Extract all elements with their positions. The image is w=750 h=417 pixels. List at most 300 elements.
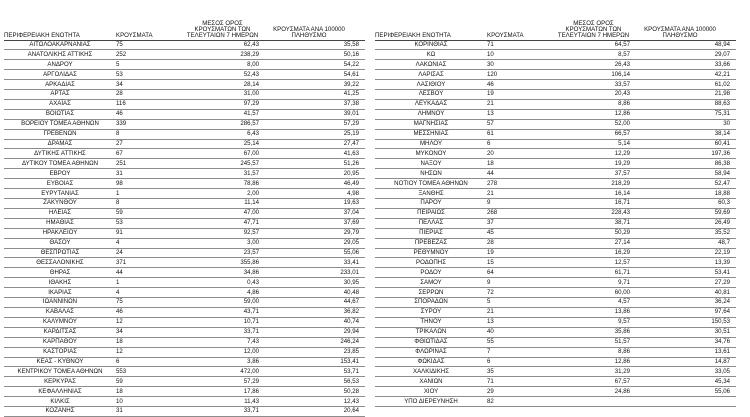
cases-cell: 71 xyxy=(487,40,557,50)
table-row xyxy=(4,347,365,357)
per100k-cell: 46,49 xyxy=(259,179,365,189)
table-row xyxy=(375,119,736,129)
per100k-cell: 150,53 xyxy=(630,317,736,327)
region-name-cell: ΚΑΣΤΟΡΙΑΣ xyxy=(4,347,116,357)
per100k-cell: 19,63 xyxy=(259,199,365,209)
region-name-cell: ΚΑΡΠΑΘΟΥ xyxy=(4,337,116,347)
cases-cell: 64 xyxy=(487,268,557,278)
table-row xyxy=(4,99,365,109)
avg7-cell: 31,29 xyxy=(557,367,630,377)
table-row xyxy=(375,317,736,327)
table-row xyxy=(4,238,365,248)
per100k-cell: 33,05 xyxy=(630,367,736,377)
cases-cell: 116 xyxy=(116,99,186,109)
table-row xyxy=(375,218,736,228)
table-row xyxy=(375,307,736,317)
table-row xyxy=(375,347,736,357)
region-name-cell: ΠΕΛΛΑΣ xyxy=(375,218,487,228)
avg7-cell: 10,71 xyxy=(186,317,259,327)
per100k-cell: 27,29 xyxy=(630,278,736,288)
cases-cell: 82 xyxy=(487,397,557,407)
avg7-cell: 33,57 xyxy=(557,80,630,90)
region-name-cell: ΕΥΡΥΤΑΝΙΑΣ xyxy=(4,189,116,199)
per100k-cell: 45,34 xyxy=(630,377,736,387)
per100k-cell: 30,95 xyxy=(259,278,365,288)
cases-cell: 6 xyxy=(487,357,557,367)
avg7-cell: 13,86 xyxy=(557,307,630,317)
table-row xyxy=(375,298,736,308)
cases-cell: 31 xyxy=(116,407,186,417)
per100k-cell: 26,49 xyxy=(630,218,736,228)
region-name-cell: ΔΥΤΙΚΗΣ ΑΤΤΙΚΗΣ xyxy=(4,149,116,159)
cases-cell: 13 xyxy=(487,317,557,327)
cases-cell: 9 xyxy=(487,199,557,209)
cases-cell: 44 xyxy=(487,169,557,179)
region-name-cell: ΠΡΕΒΕΖΑΣ xyxy=(375,238,487,248)
table-row xyxy=(4,317,365,327)
avg7-cell: 472,00 xyxy=(186,367,259,377)
region-name-cell: ΠΑΡΟΥ xyxy=(375,199,487,209)
table-row xyxy=(4,228,365,238)
avg7-cell: 9,57 xyxy=(557,317,630,327)
table-row xyxy=(4,258,365,268)
avg7-cell: 33,71 xyxy=(186,327,259,337)
cases-cell: 21 xyxy=(487,99,557,109)
table-row xyxy=(4,327,365,337)
table-row xyxy=(4,367,365,377)
cases-cell: 7 xyxy=(487,347,557,357)
region-name-cell: ΛΕΣΒΟΥ xyxy=(375,90,487,100)
table-row xyxy=(4,139,365,149)
table-row xyxy=(4,307,365,317)
region-name-cell: ΛΑΚΩΝΙΑΣ xyxy=(375,60,487,70)
table-row xyxy=(375,99,736,109)
region-name-cell: ΣΥΡΟΥ xyxy=(375,307,487,317)
per100k-cell: 25,19 xyxy=(259,129,365,139)
avg7-cell: 8,86 xyxy=(557,347,630,357)
per100k-cell: 36,82 xyxy=(259,307,365,317)
table-row xyxy=(4,40,365,50)
region-name-cell: ΚΑΒΑΛΑΣ xyxy=(4,307,116,317)
per100k-cell: 13,39 xyxy=(630,258,736,268)
cases-cell: 6 xyxy=(487,139,557,149)
avg7-cell: 35,86 xyxy=(557,327,630,337)
per100k-cell: 30 xyxy=(630,119,736,129)
region-name-cell: ΑΡΤΑΣ xyxy=(4,90,116,100)
avg7-cell: 26,43 xyxy=(557,60,630,70)
avg7-cell: 3,00 xyxy=(186,238,259,248)
table-row xyxy=(4,208,365,218)
avg7-cell: 52,43 xyxy=(186,70,259,80)
table-row xyxy=(375,377,736,387)
table-row xyxy=(4,248,365,258)
region-name-cell: ΝΗΣΩΝ xyxy=(375,169,487,179)
avg7-cell: 8,86 xyxy=(557,99,630,109)
region-name-cell: ΦΛΩΡΙΝΑΣ xyxy=(375,347,487,357)
per100k-cell xyxy=(630,397,736,407)
cases-cell: 40 xyxy=(487,327,557,337)
per100k-cell: 29,94 xyxy=(259,327,365,337)
per100k-cell: 39,01 xyxy=(259,109,365,119)
table-row xyxy=(4,109,365,119)
avg7-cell: 12,57 xyxy=(557,258,630,268)
region-name-cell: ΧΑΝΙΩΝ xyxy=(375,377,487,387)
cases-cell: 251 xyxy=(116,159,186,169)
region-name-cell: ΛΕΥΚΑΔΑΣ xyxy=(375,99,487,109)
table-row xyxy=(375,288,736,298)
per100k-cell: 75,31 xyxy=(630,109,736,119)
header-per100k: ΚΡΟΥΣΜΑΤΑ ΑΝΑ 100000 ΠΛΗΘΥΣΜΟ xyxy=(259,10,365,40)
cases-cell: 18 xyxy=(487,159,557,169)
region-name-cell: ΗΜΑΘΙΑΣ xyxy=(4,218,116,228)
per100k-cell: 59,69 xyxy=(630,208,736,218)
right-header-row xyxy=(375,10,736,40)
region-name-cell: ΚΕΡΚΥΡΑΣ xyxy=(4,377,116,387)
cases-cell: 61 xyxy=(487,129,557,139)
per100k-cell: 50,16 xyxy=(259,50,365,60)
cases-cell: 8 xyxy=(116,199,186,209)
table-row xyxy=(375,70,736,80)
avg7-cell: 23,57 xyxy=(186,248,259,258)
table-row xyxy=(4,218,365,228)
cases-cell: 53 xyxy=(116,70,186,80)
per100k-cell: 18,88 xyxy=(630,189,736,199)
cases-cell: 19 xyxy=(487,90,557,100)
avg7-cell: 355,86 xyxy=(186,258,259,268)
region-name-cell: ΜΥΚΟΝΟΥ xyxy=(375,149,487,159)
table-row xyxy=(375,169,736,179)
avg7-cell: 11,43 xyxy=(186,397,259,407)
region-name-cell: ΠΕΙΡΑΙΩΣ xyxy=(375,208,487,218)
region-name-cell: ΚΙΛΚΙΣ xyxy=(4,397,116,407)
avg7-cell: 47,71 xyxy=(186,218,259,228)
table-row xyxy=(375,268,736,278)
cases-cell: 34 xyxy=(116,80,186,90)
avg7-cell: 16,14 xyxy=(557,189,630,199)
cases-cell: 553 xyxy=(116,367,186,377)
cases-cell: 5 xyxy=(487,298,557,308)
avg7-cell: 37,57 xyxy=(557,169,630,179)
avg7-cell: 62,43 xyxy=(186,40,259,50)
region-name-cell: ΧΙΟΥ xyxy=(375,387,487,397)
per100k-cell: 37,69 xyxy=(259,218,365,228)
per100k-cell: 61,02 xyxy=(630,80,736,90)
cases-cell: 24 xyxy=(116,248,186,258)
cases-cell: 18 xyxy=(116,387,186,397)
cases-cell: 45 xyxy=(487,228,557,238)
header-cases: ΚΡΟΥΣΜΑΤΑ xyxy=(116,10,186,40)
avg7-cell: 228,43 xyxy=(557,208,630,218)
table-row xyxy=(4,397,365,407)
left-header-row xyxy=(4,10,365,40)
region-name-cell: ΜΑΓΝΗΣΙΑΣ xyxy=(375,119,487,129)
region-name-cell: ΑΙΤΩΛΟΑΚΑΡΝΑΝΙΑΣ xyxy=(4,40,116,50)
right-table-body xyxy=(375,40,736,407)
table-row xyxy=(4,90,365,100)
per100k-cell: 42,21 xyxy=(630,70,736,80)
avg7-cell: 33,71 xyxy=(186,407,259,417)
cases-cell: 19 xyxy=(487,248,557,258)
per100k-cell: 58,94 xyxy=(630,169,736,179)
avg7-cell: 97,29 xyxy=(186,99,259,109)
region-name-cell: ΑΡΓΟΛΙΔΑΣ xyxy=(4,70,116,80)
per100k-cell: 233,01 xyxy=(259,268,365,278)
region-name-cell: ΙΩΑΝΝΙΝΩΝ xyxy=(4,298,116,308)
per100k-cell: 29,05 xyxy=(259,238,365,248)
avg7-cell: 4,57 xyxy=(557,298,630,308)
per100k-cell: 40,81 xyxy=(630,288,736,298)
avg7-cell: 59,00 xyxy=(186,298,259,308)
region-name-cell: ΙΘΑΚΗΣ xyxy=(4,278,116,288)
table-row xyxy=(4,278,365,288)
header-unit: ΠΕΡΙΦΕΡΕΙΑΚΗ ΕΝΟΤΗΤΑ xyxy=(375,10,487,40)
avg7-cell: 52,00 xyxy=(557,119,630,129)
table-row xyxy=(375,50,736,60)
region-name-cell: ΕΒΡΟΥ xyxy=(4,169,116,179)
cases-cell: 72 xyxy=(487,288,557,298)
avg7-cell: 218,29 xyxy=(557,179,630,189)
cases-cell: 339 xyxy=(116,119,186,129)
table-row xyxy=(4,377,365,387)
avg7-cell: 20,43 xyxy=(557,90,630,100)
avg7-cell: 3,86 xyxy=(186,357,259,367)
cases-cell: 28 xyxy=(487,238,557,248)
avg7-cell: 5,14 xyxy=(557,139,630,149)
per100k-cell: 48,94 xyxy=(630,40,736,50)
table-row xyxy=(375,278,736,288)
table-row xyxy=(375,199,736,209)
per100k-cell: 57,29 xyxy=(259,119,365,129)
avg7-cell: 238,29 xyxy=(186,50,259,60)
table-row xyxy=(375,258,736,268)
region-name-cell: ΦΘΙΩΤΙΔΑΣ xyxy=(375,337,487,347)
per100k-cell: 41,63 xyxy=(259,149,365,159)
avg7-cell: 50,29 xyxy=(557,228,630,238)
cases-cell: 44 xyxy=(116,268,186,278)
cases-cell: 21 xyxy=(487,189,557,199)
cases-cell: 53 xyxy=(116,218,186,228)
table-row xyxy=(4,337,365,347)
region-name-cell: ΜΕΣΣΗΝΙΑΣ xyxy=(375,129,487,139)
per100k-cell: 54,61 xyxy=(259,70,365,80)
region-name-cell: ΔΡΑΜΑΣ xyxy=(4,139,116,149)
cases-cell: 120 xyxy=(487,70,557,80)
region-name-cell: ΣΑΜΟΥ xyxy=(375,278,487,288)
region-name-cell: ΚΟΖΑΝΗΣ xyxy=(4,407,116,417)
cases-cell: 252 xyxy=(116,50,186,60)
avg7-cell: 6,43 xyxy=(186,129,259,139)
region-name-cell: ΗΡΑΚΛΕΙΟΥ xyxy=(4,228,116,238)
region-name-cell: ΘΕΣΣΑΛΟΝΙΚΗΣ xyxy=(4,258,116,268)
header-avg7: ΜΕΣΟΣ ΟΡΟΣ ΚΡΟΥΣΜΑΤΩΝ ΤΩΝ ΤΕΛΕΥΤΑΙΩΝ 7 ΗΜΕΡΩΝ xyxy=(557,10,630,40)
table-row xyxy=(375,208,736,218)
table-row xyxy=(375,327,736,337)
per100k-cell: 35,58 xyxy=(259,40,365,50)
cases-cell: 4 xyxy=(116,238,186,248)
cases-cell: 75 xyxy=(116,40,186,50)
per100k-cell: 48,7 xyxy=(630,238,736,248)
region-name-cell: ΒΟΡΕΙΟΥ ΤΟΜΕΑ ΑΘΗΝΩΝ xyxy=(4,119,116,129)
table-row xyxy=(375,149,736,159)
cases-cell: 9 xyxy=(487,278,557,288)
per100k-cell: 53,71 xyxy=(259,367,365,377)
table-row xyxy=(4,199,365,209)
region-name-cell: ΚΩ xyxy=(375,50,487,60)
table-row xyxy=(4,169,365,179)
left-region-table xyxy=(4,10,365,417)
per100k-cell: 14,87 xyxy=(630,357,736,367)
cases-cell: 91 xyxy=(116,228,186,238)
header-per100k: ΚΡΟΥΣΜΑΤΑ ΑΝΑ 100000 ΠΛΗΘΥΣΜΟ xyxy=(630,10,736,40)
avg7-cell: 16,29 xyxy=(557,248,630,258)
region-name-cell: ΣΠΟΡΑΔΩΝ xyxy=(375,298,487,308)
region-name-cell: ΤΡΙΚΑΛΩΝ xyxy=(375,327,487,337)
cases-cell: 371 xyxy=(116,258,186,268)
per100k-cell: 55,06 xyxy=(630,387,736,397)
table-row xyxy=(375,387,736,397)
avg7-cell: 31,57 xyxy=(186,169,259,179)
per100k-cell: 56,53 xyxy=(259,377,365,387)
avg7-cell: 12,00 xyxy=(186,347,259,357)
per100k-cell: 27,47 xyxy=(259,139,365,149)
cases-cell: 71 xyxy=(487,377,557,387)
region-name-cell: ΛΑΣΙΘΙΟΥ xyxy=(375,80,487,90)
per100k-cell: 22,19 xyxy=(630,248,736,258)
avg7-cell: 8,00 xyxy=(186,60,259,70)
per100k-cell: 37,04 xyxy=(259,208,365,218)
cases-cell: 30 xyxy=(487,60,557,70)
per100k-cell: 197,36 xyxy=(630,149,736,159)
table-row xyxy=(4,159,365,169)
table-row xyxy=(4,129,365,139)
per100k-cell: 29,07 xyxy=(630,50,736,60)
table-row xyxy=(375,397,736,407)
avg7-cell xyxy=(557,397,630,407)
region-name-cell: ΚΑΡΔΙΤΣΑΣ xyxy=(4,327,116,337)
avg7-cell: 17,86 xyxy=(186,387,259,397)
cases-cell: 12 xyxy=(116,317,186,327)
avg7-cell: 2,00 xyxy=(186,189,259,199)
region-name-cell: ΤΗΝΟΥ xyxy=(375,317,487,327)
per100k-cell: 41,25 xyxy=(259,90,365,100)
region-name-cell: ΘΑΣΟΥ xyxy=(4,238,116,248)
cases-cell: 59 xyxy=(116,208,186,218)
region-name-cell: ΞΑΝΘΗΣ xyxy=(375,189,487,199)
avg7-cell: 12,86 xyxy=(557,357,630,367)
header-unit: ΠΕΡΙΦΕΡΕΙΑΚΗ ΕΝΟΤΗΤΑ xyxy=(4,10,116,40)
cases-cell: 57 xyxy=(487,119,557,129)
region-name-cell: ΚΕΑΣ - ΚΥΘΝΟΥ xyxy=(4,357,116,367)
region-name-cell: ΚΕΝΤΡΙΚΟΥ ΤΟΜΕΑ ΑΘΗΝΩΝ xyxy=(4,367,116,377)
per100k-cell: 40,48 xyxy=(259,288,365,298)
per100k-cell: 4,98 xyxy=(259,189,365,199)
cases-cell: 59 xyxy=(116,377,186,387)
region-name-cell: ΦΩΚΙΔΑΣ xyxy=(375,357,487,367)
per100k-cell: 51,26 xyxy=(259,159,365,169)
table-row xyxy=(375,129,736,139)
avg7-cell: 286,57 xyxy=(186,119,259,129)
per100k-cell: 23,85 xyxy=(259,347,365,357)
per100k-cell: 33,41 xyxy=(259,258,365,268)
per100k-cell: 35,52 xyxy=(630,228,736,238)
avg7-cell: 7,43 xyxy=(186,337,259,347)
table-row xyxy=(4,119,365,129)
table-row xyxy=(4,149,365,159)
table-row xyxy=(4,298,365,308)
region-name-cell: ΖΑΚΥΝΘΟΥ xyxy=(4,199,116,209)
cases-cell: 5 xyxy=(116,60,186,70)
per100k-cell: 50,28 xyxy=(259,387,365,397)
cases-cell: 1 xyxy=(116,278,186,288)
region-name-cell: ΚΑΛΥΜΝΟΥ xyxy=(4,317,116,327)
avg7-cell: 106,14 xyxy=(557,70,630,80)
region-name-cell: ΗΛΕΙΑΣ xyxy=(4,208,116,218)
cases-cell: 75 xyxy=(116,298,186,308)
cases-cell: 268 xyxy=(487,208,557,218)
per100k-cell: 53,41 xyxy=(630,268,736,278)
avg7-cell: 27,14 xyxy=(557,238,630,248)
right-region-table xyxy=(375,10,736,407)
region-name-cell: ΡΕΘΥΜΝΟΥ xyxy=(375,248,487,258)
table-row xyxy=(4,179,365,189)
cases-cell: 35 xyxy=(487,367,557,377)
table-row xyxy=(375,80,736,90)
avg7-cell: 8,57 xyxy=(557,50,630,60)
region-name-cell: ΡΟΔΟΥ xyxy=(375,268,487,278)
region-name-cell: ΙΚΑΡΙΑΣ xyxy=(4,288,116,298)
per100k-cell: 38,14 xyxy=(630,129,736,139)
region-name-cell: ΒΟΙΩΤΙΑΣ xyxy=(4,109,116,119)
left-table-body xyxy=(4,40,365,416)
region-name-cell: ΑΝΑΤΟΛΙΚΗΣ ΑΤΤΙΚΗΣ xyxy=(4,50,116,60)
per100k-cell: 34,76 xyxy=(630,337,736,347)
region-name-cell: ΚΟΡΙΝΘΙΑΣ xyxy=(375,40,487,50)
table-row xyxy=(375,248,736,258)
table-row xyxy=(375,337,736,347)
per100k-cell: 246,24 xyxy=(259,337,365,347)
per100k-cell: 39,22 xyxy=(259,80,365,90)
cases-cell: 98 xyxy=(116,179,186,189)
header-avg7: ΜΕΣΟΣ ΟΡΟΣ ΚΡΟΥΣΜΑΤΩΝ ΤΩΝ ΤΕΛΕΥΤΑΙΩΝ 7 ΗΜΕΡΩΝ xyxy=(186,10,259,40)
per100k-cell: 29,79 xyxy=(259,228,365,238)
avg7-cell: 11,14 xyxy=(186,199,259,209)
cases-cell: 28 xyxy=(116,90,186,100)
avg7-cell: 19,29 xyxy=(557,159,630,169)
per100k-cell: 20,95 xyxy=(259,169,365,179)
table-row xyxy=(375,228,736,238)
cases-cell: 278 xyxy=(487,179,557,189)
avg7-cell: 9,71 xyxy=(557,278,630,288)
avg7-cell: 60,00 xyxy=(557,288,630,298)
per100k-cell: 44,67 xyxy=(259,298,365,308)
cases-cell: 21 xyxy=(487,307,557,317)
cases-cell: 46 xyxy=(487,80,557,90)
table-row xyxy=(4,288,365,298)
per100k-cell: 33,66 xyxy=(630,60,736,70)
avg7-cell: 24,86 xyxy=(557,387,630,397)
region-name-cell: ΑΡΚΑΔΙΑΣ xyxy=(4,80,116,90)
avg7-cell: 31,00 xyxy=(186,90,259,100)
avg7-cell: 51,57 xyxy=(557,337,630,347)
table-row xyxy=(375,357,736,367)
table-row xyxy=(375,159,736,169)
table-row xyxy=(375,189,736,199)
table-row xyxy=(4,50,365,60)
table-row xyxy=(4,60,365,70)
per100k-cell: 97,64 xyxy=(630,307,736,317)
region-name-cell: ΕΥΒΟΙΑΣ xyxy=(4,179,116,189)
per100k-cell: 20,64 xyxy=(259,407,365,417)
